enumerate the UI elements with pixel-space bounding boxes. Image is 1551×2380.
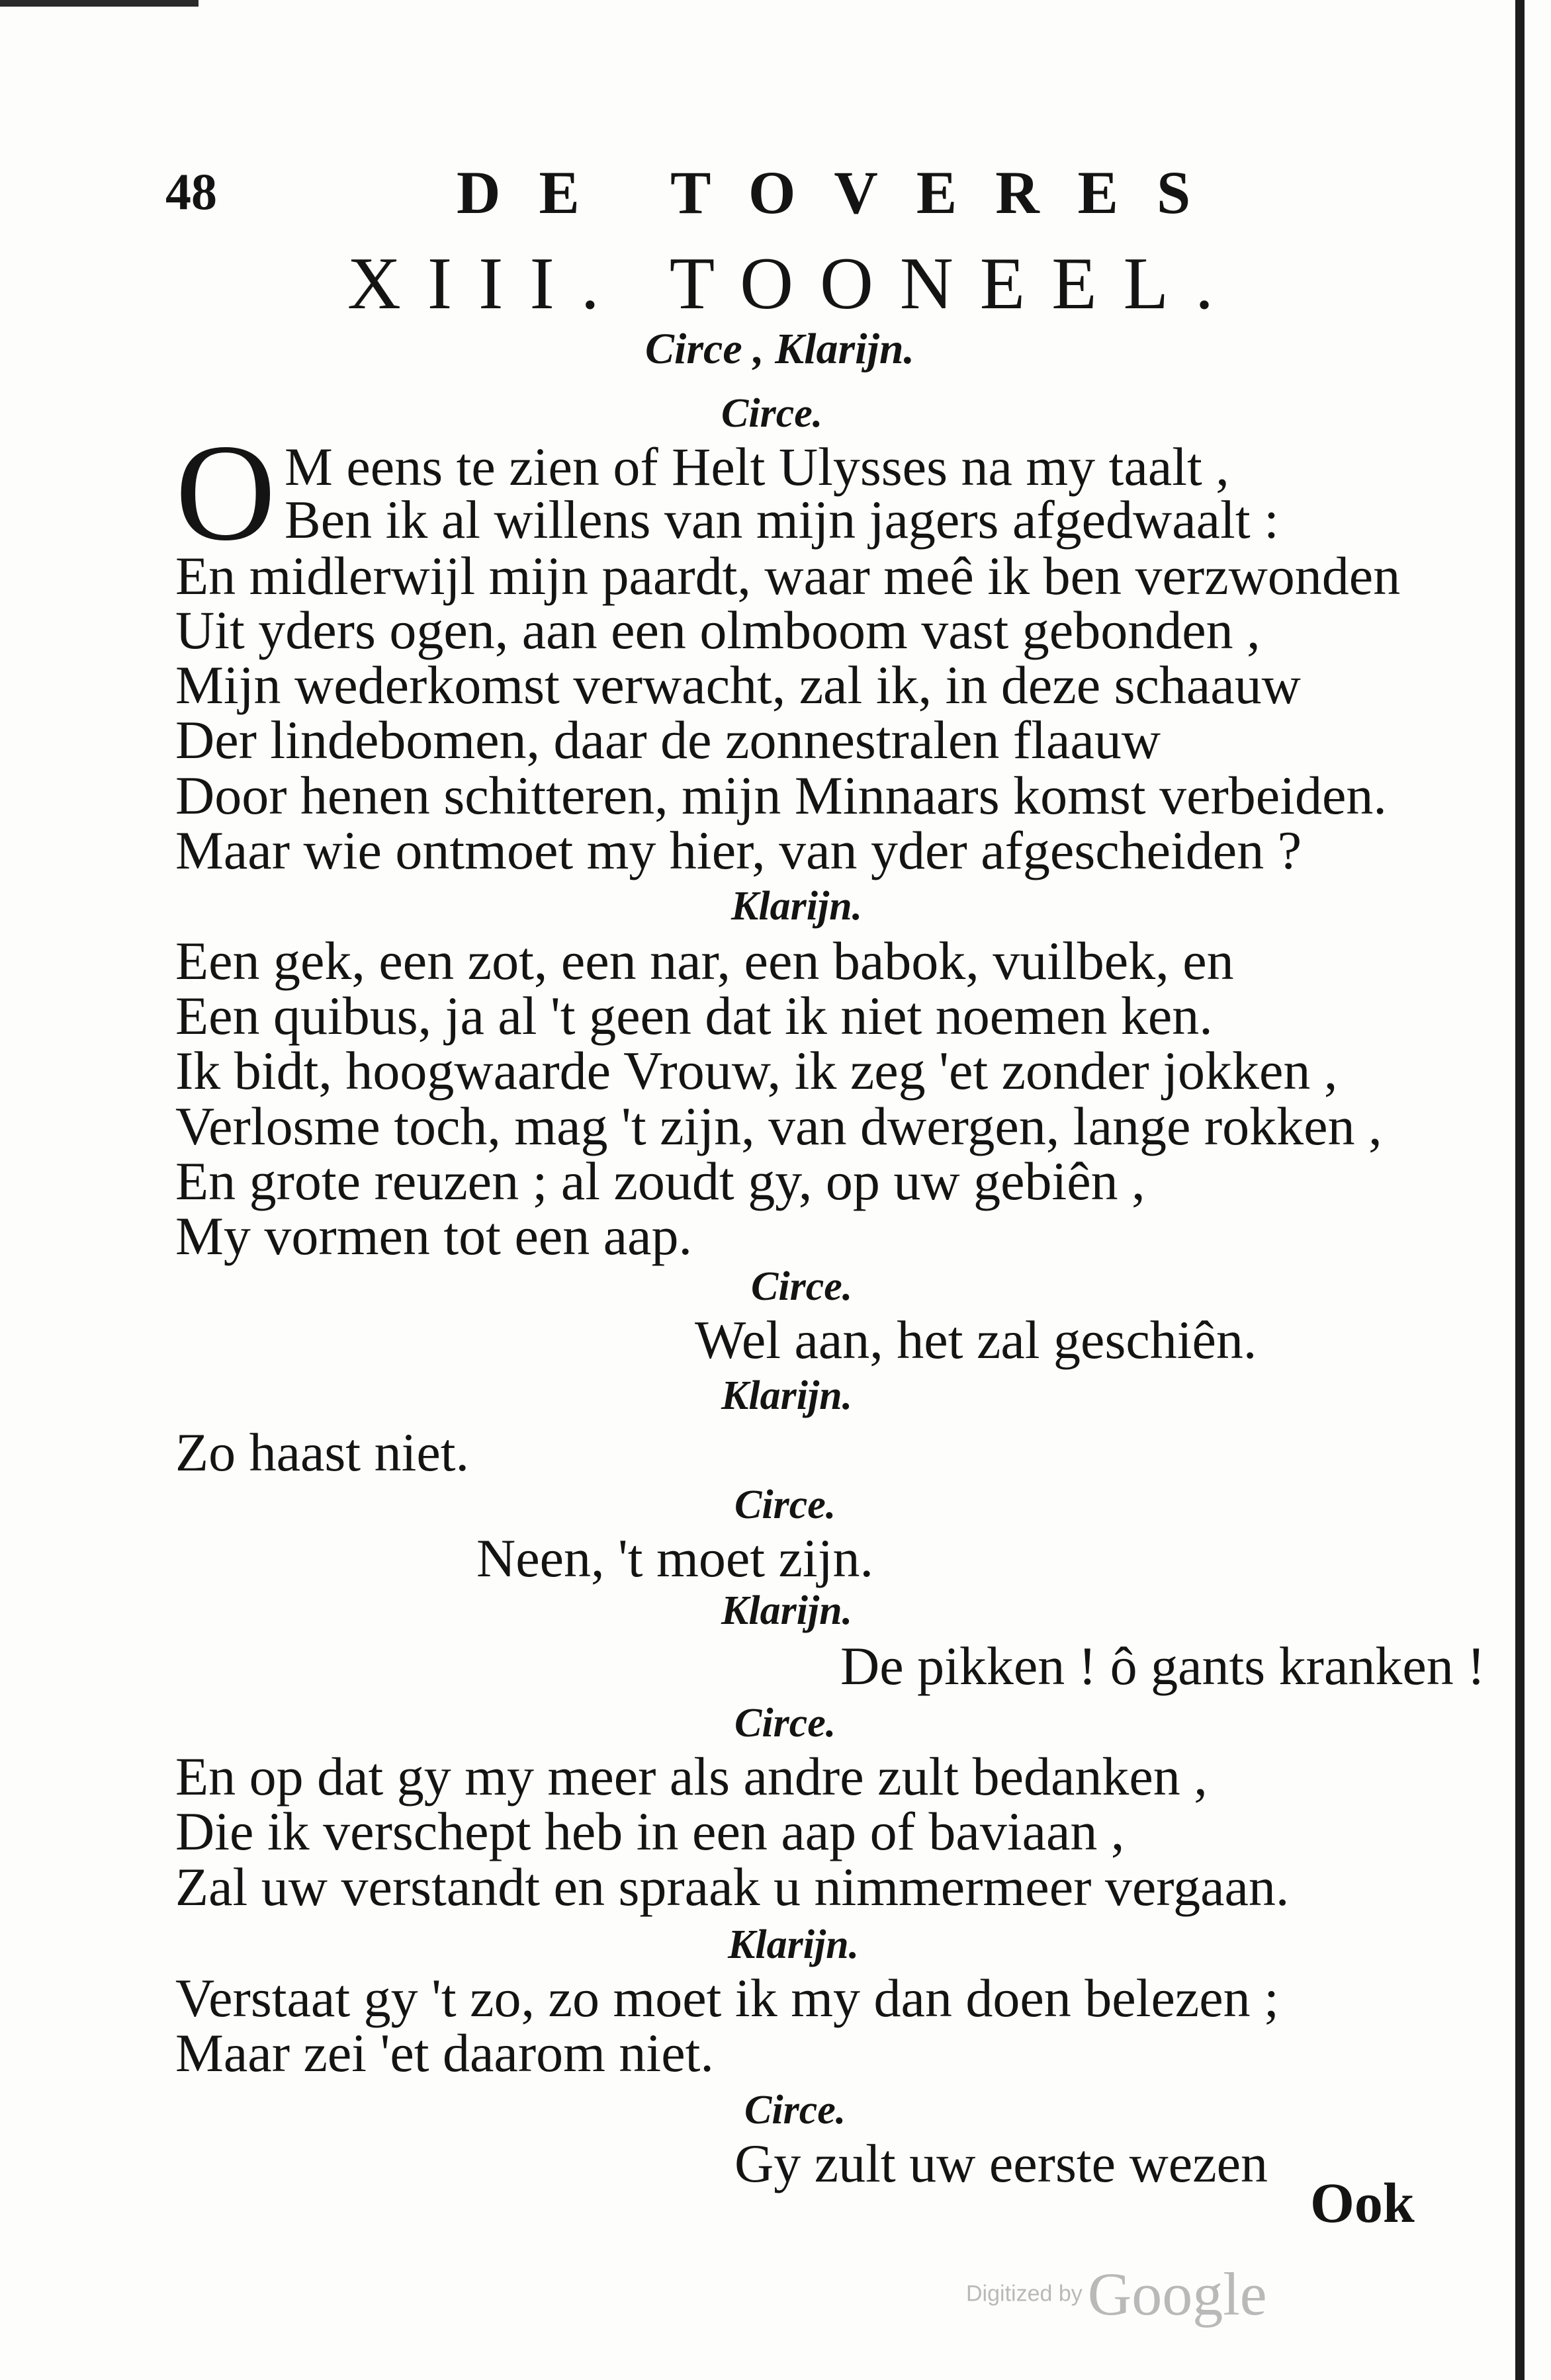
- verse-line: Ik bidt, hoogwaarde Vrouw, ik zeg 'et zonder jokken ,: [175, 1041, 1338, 1101]
- page-gutter-border: [1515, 0, 1525, 2380]
- verse-line: Der lindebomen, daar de zonnestralen flaauw: [175, 710, 1161, 770]
- verse-line: M eens te zien of Helt Ulysses na my taalt ,: [285, 437, 1229, 497]
- speaker-label: Klarijn.: [728, 1922, 860, 1967]
- verse-line: Die ik verschept heb in een aap of baviaan ,: [175, 1801, 1125, 1861]
- scene-title: XIII. TOONEEL.: [347, 243, 1241, 325]
- verse-line: De pikken ! ô gants kranken !: [840, 1636, 1485, 1696]
- verse-line: En grote reuzen ; al zoudt gy, op uw gebiên ,: [175, 1151, 1145, 1211]
- running-head: DE TOVERES: [457, 159, 1229, 226]
- verse-line: My vormen tot een aap.: [175, 1206, 693, 1266]
- verse-line: Gy zult uw eerste wezen: [734, 2133, 1268, 2193]
- verse-line: Zo haast niet.: [175, 1422, 470, 1482]
- verse-line: Uit yders ogen, aan een olmboom vast gebonden ,: [175, 600, 1261, 660]
- speaker-label: Klarijn.: [721, 1373, 853, 1418]
- verse-line: Door henen schitteren, mijn Minnaars komst verbeiden.: [175, 765, 1387, 826]
- speaker-label: Klarijn.: [731, 884, 863, 929]
- speaker-label: Circe.: [721, 391, 823, 436]
- watermark-prefix: Digitized by: [966, 2281, 1083, 2307]
- catchword: Ook: [1310, 2171, 1415, 2234]
- speaker-label: Circe.: [734, 1482, 836, 1527]
- verse-line: Maar zei 'et daarom niet.: [175, 2023, 714, 2083]
- verse-line: Verlosme toch, mag 't zijn, van dwergen, lange rokken ,: [175, 1096, 1382, 1156]
- speaker-label: Circe.: [744, 2088, 846, 2133]
- drop-cap: O: [175, 416, 276, 570]
- verse-line: Maar wie ontmoet my hier, van yder afgescheiden ?: [175, 820, 1302, 880]
- dramatis-personae: Circe , Klarijn.: [645, 325, 915, 373]
- verse-line: Mijn wederkomst verwacht, zal ik, in deze schaauw: [175, 655, 1301, 715]
- verse-line: En op dat gy my meer als andre zult bedanken ,: [175, 1746, 1208, 1806]
- verse-line: Verstaat gy 't zo, zo moet ik my dan doen belezen ;: [175, 1968, 1279, 2028]
- verse-line: Wel aan, het zal geschiên.: [695, 1310, 1257, 1370]
- watermark-brand: Google: [1087, 2260, 1267, 2328]
- speaker-label: Circe.: [734, 1701, 836, 1746]
- digitization-watermark: [966, 2259, 1267, 2329]
- page-edge-mark: [0, 0, 199, 7]
- verse-line: Neen, 't moet zijn.: [476, 1528, 873, 1588]
- page-number: 48: [165, 163, 217, 220]
- verse-line: Een gek, een zot, een nar, een babok, vuilbek, en: [175, 931, 1234, 991]
- speaker-label: Klarijn.: [721, 1588, 853, 1633]
- speaker-label: Circe.: [751, 1264, 853, 1309]
- verse-line: Een quibus, ja al 't geen dat ik niet noemen ken.: [175, 986, 1213, 1046]
- verse-line: Zal uw verstandt en spraak u nimmermeer vergaan.: [175, 1857, 1290, 1917]
- verse-line: En midlerwijl mijn paardt, waar meê ik ben verzwonden: [175, 546, 1401, 606]
- verse-line: Ben ik al willens van mijn jagers afgedwaalt :: [285, 489, 1279, 550]
